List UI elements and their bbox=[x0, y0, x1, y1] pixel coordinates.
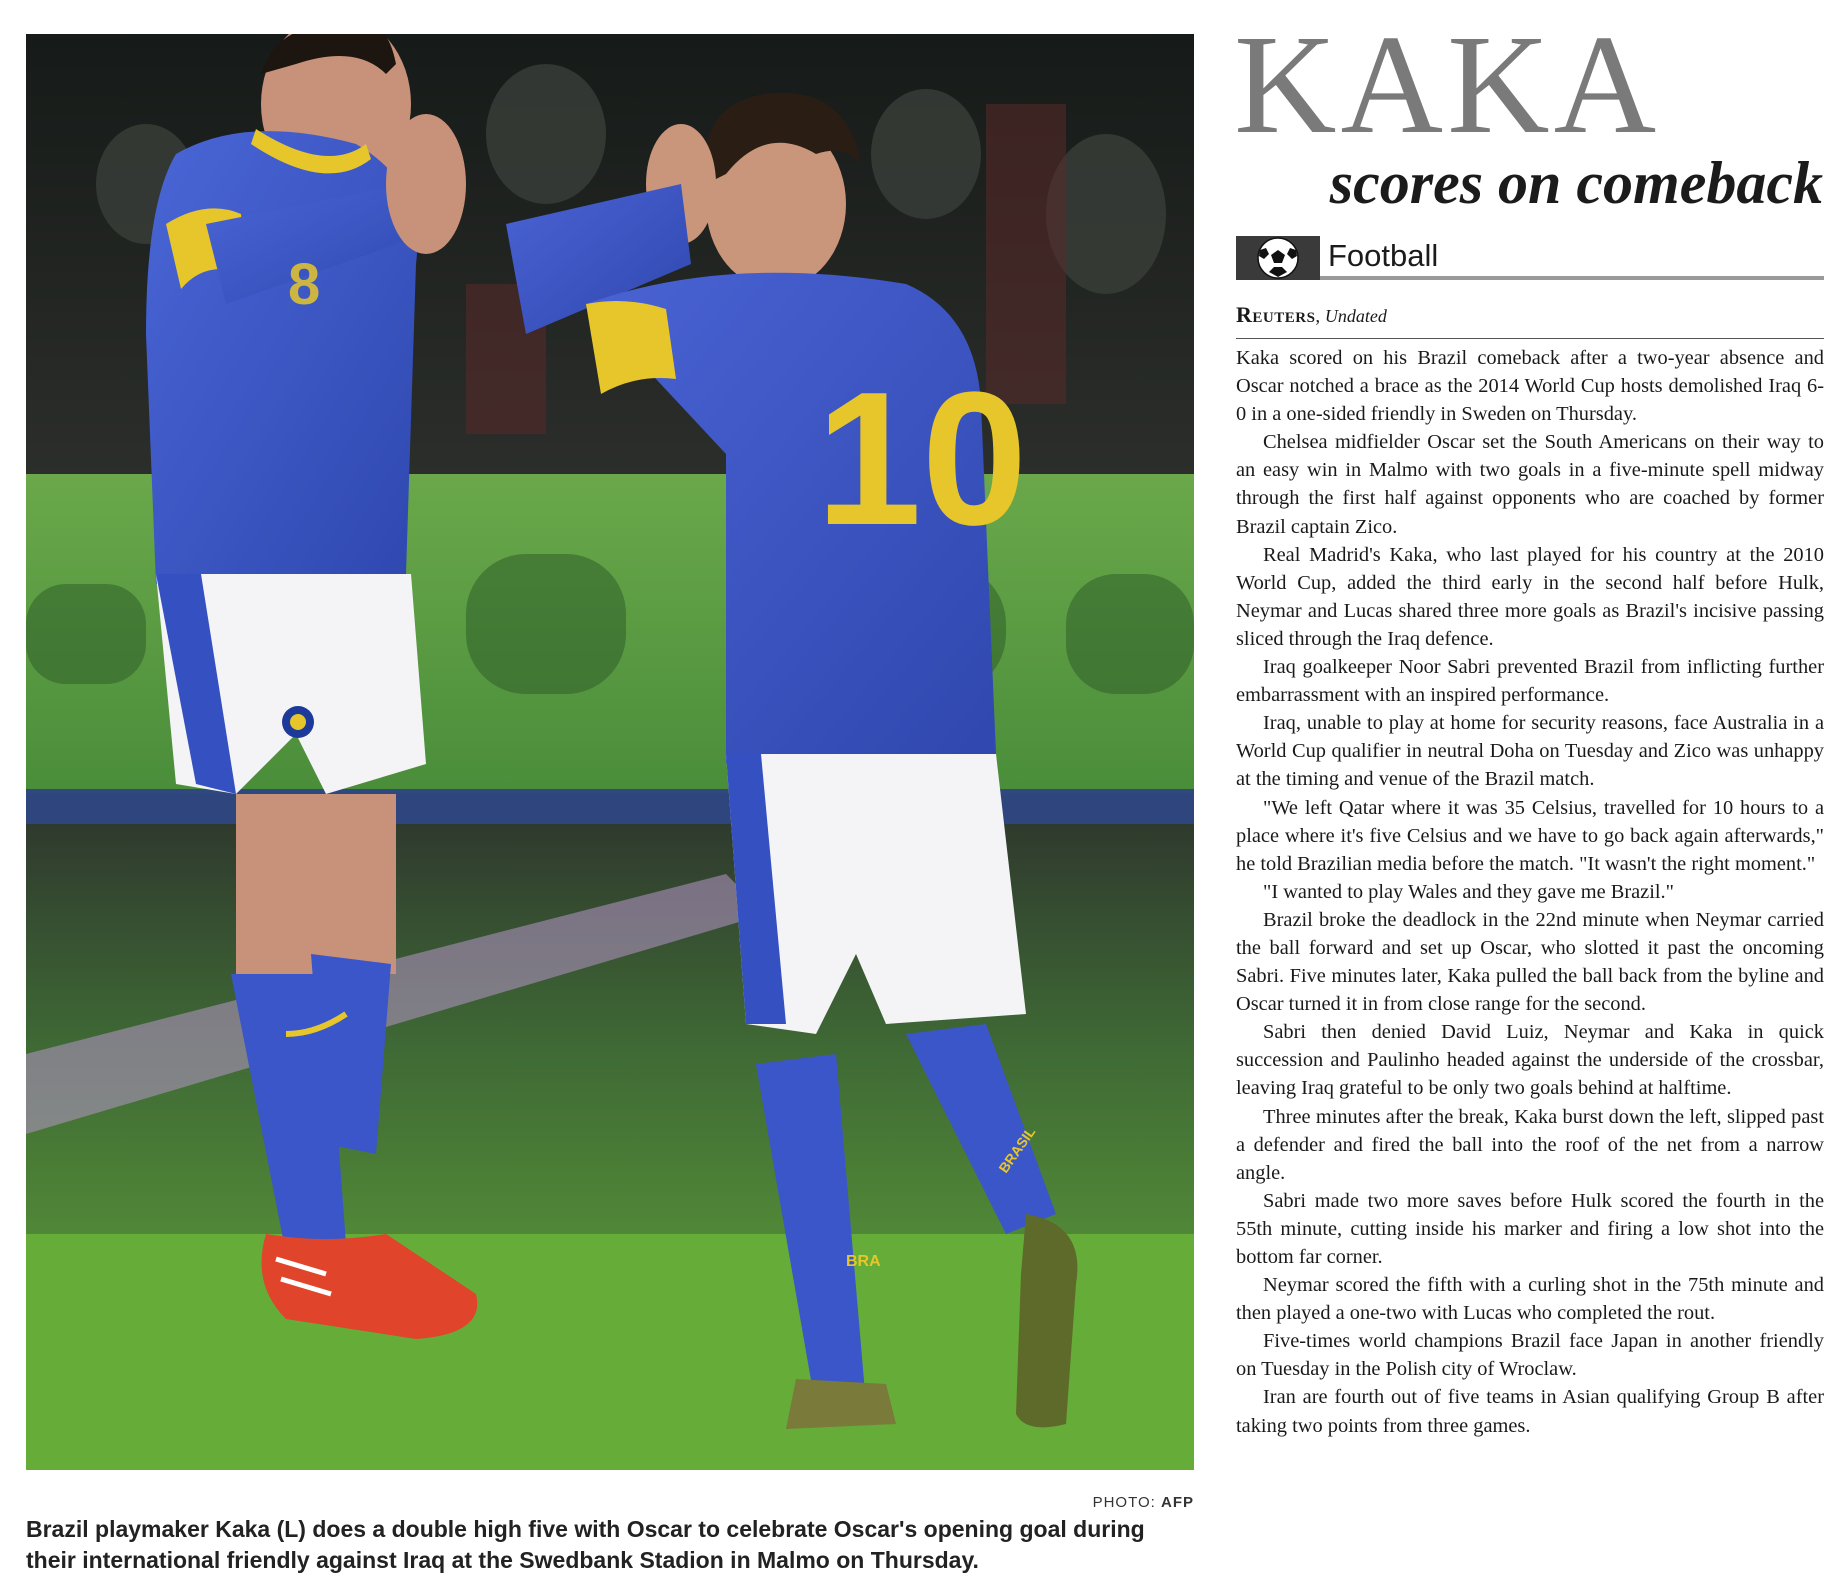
sock-text-right: BRASIL bbox=[995, 1123, 1039, 1176]
dateline: Reuters, Undated bbox=[1236, 302, 1824, 339]
section-rule bbox=[1320, 276, 1824, 280]
headline-subtitle: scores on comeback bbox=[1329, 150, 1823, 216]
sock-text-left: BRA bbox=[846, 1253, 881, 1270]
article-paragraph: Iraq, unable to play at home for security reasons, face Australia in a World Cup qualifier in neutral Doha on Tuesday and Zico was unhappy at the timing and venue of the Brazil match. bbox=[1236, 712, 1824, 791]
jersey-number-right: 10 bbox=[816, 353, 1028, 565]
article-body bbox=[1236, 344, 1824, 1440]
photo-illustration bbox=[26, 34, 1194, 1470]
jersey-number-left: 8 bbox=[288, 252, 321, 317]
article-paragraph: Brazil broke the deadlock in the 22nd minute when Neymar carried the ball forward and set up Oscar, who slotted it past the oncoming Sabri. Five minutes later, Kaka pulled the ball back from the byline and Oscar turned it in from close range for the second. bbox=[1236, 908, 1824, 1016]
article-paragraph: Chelsea midfielder Oscar set the South Americans on their way to an easy win in Malmo with two goals in a five-minute spell midway through the first half against opponents who are coached by former Brazil captain Zico. bbox=[1236, 431, 1824, 538]
article-paragraph: Iraq goalkeeper Noor Sabri prevented Brazil from inflicting further embarrassment with an inspired performance. bbox=[1236, 656, 1824, 707]
article-paragraph: Sabri made two more saves before Hulk scored the fourth in the 55th minute, cutting inside his marker and firing a low shot into the bottom far corner. bbox=[1236, 1189, 1824, 1268]
headline-title: KAKA bbox=[1234, 5, 1661, 163]
article-paragraph: Iran are fourth out of five teams in Asian qualifying Group B after taking two points from three games. bbox=[1236, 1386, 1824, 1437]
article-paragraph: "I wanted to play Wales and they gave me Brazil." bbox=[1263, 880, 1674, 903]
dateline-place: Undated bbox=[1324, 306, 1387, 326]
article-paragraph: Kaka scored on his Brazil comeback after a two-year absence and Oscar notched a brace as the 2014 World Cup hosts demolished Iraq 6-0 in a one-sided friendly in Sweden on Thursday. bbox=[1236, 347, 1824, 426]
article-paragraph: Sabri then denied David Luiz, Neymar and Kaka in quick succession and Paulinho headed against the underside of the crossbar, leaving Iraq grateful to be only two goals behind at halftime. bbox=[1236, 1021, 1824, 1100]
article-paragraph: Three minutes after the break, Kaka burst down the left, slipped past a defender and fired the ball into the roof of the net from a narrow angle. bbox=[1236, 1105, 1824, 1184]
section-bar bbox=[1236, 236, 1824, 280]
photo-credit-agency: AFP bbox=[1161, 1494, 1194, 1511]
article-paragraph: Real Madrid's Kaka, who last played for his country at the 2010 World Cup, added the third early in the second half before Hulk, Neymar and Lucas shared three more goals as Brazil's incisive passing sliced through the Iraq defence. bbox=[1236, 543, 1824, 650]
dateline-agency: Reuters bbox=[1236, 302, 1316, 327]
section-label: Football bbox=[1328, 238, 1439, 273]
article-paragraph: "We left Qatar where it was 35 Celsius, travelled for 10 hours to a place where it's five Celsius and we have to go back again afterwards," he told Brazilian media before the match. "It wasn't the right moment." bbox=[1236, 796, 1824, 875]
photo-credit-prefix: PHOTO: bbox=[1092, 1494, 1156, 1511]
photo-caption: Brazil playmaker Kaka (L) does a double high five with Oscar to celebrate Oscar's opening goal during their international friendly against Iraq at the Swedbank Stadion in Malmo on Thursday. bbox=[26, 1516, 1145, 1573]
photo-credit bbox=[1093, 1494, 1194, 1511]
article-paragraph: Neymar scored the fifth with a curling shot in the 75th minute and then played a one-two with Lucas who completed the rout. bbox=[1236, 1274, 1824, 1325]
article-paragraph: Five-times world champions Brazil face Japan in another friendly on Tuesday in the Polish city of Wroclaw. bbox=[1236, 1330, 1824, 1381]
match-photo bbox=[26, 34, 1194, 1470]
football-icon-graphic bbox=[1252, 236, 1304, 280]
football-icon bbox=[1236, 236, 1320, 280]
